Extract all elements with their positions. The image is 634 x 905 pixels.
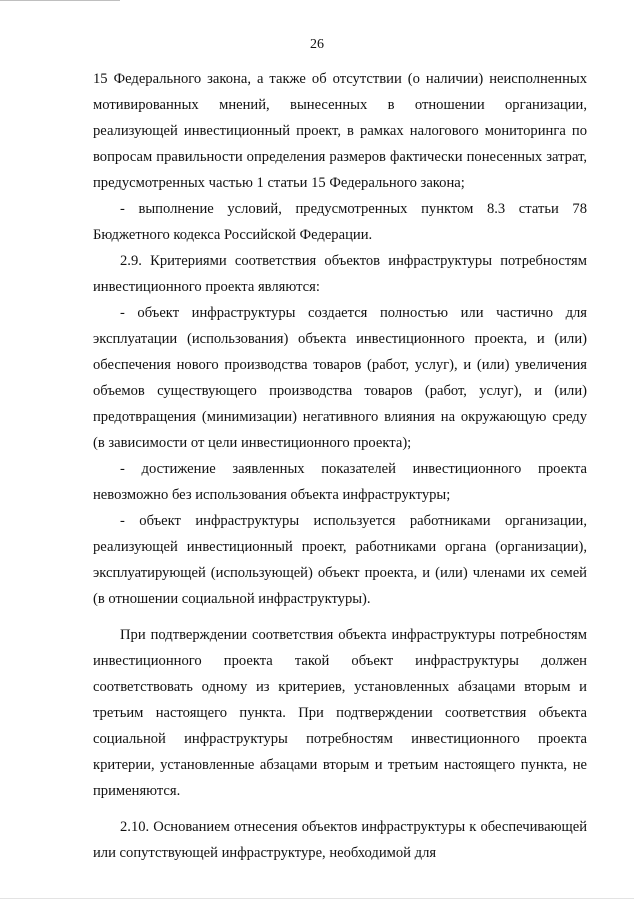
- paragraph: 2.9. Критериями соответствия объектов инфраструктуры потребностям инвестиционного проекта являются:: [93, 253, 587, 295]
- paragraph: При подтверждении соответствия объекта инфраструктуры потребностям инвестиционного проекта такой объект инфраструктуры должен соответствовать одному из критериев, установленных абзацами вторым и третьим настоящего пункта. При подтверждении соответствия объекта социальной инфраструктуры потребностям инвестиционного проекта критерии, установленные абзацами вторым и третьим настоящего пункта, не применяются.: [93, 627, 587, 799]
- page-number: 26: [310, 37, 324, 52]
- paragraph: 15 Федерального закона, а также об отсутствии (о наличии) неисполненных мотивированных мнений, вынесенных в отношении организации, реализующей инвестиционный проект, в рамках налогового мониторинга по вопросам правильности определения размеров фактически понесенных затрат, предусмотренных частью 1 статьи 15 Федерального закона;: [93, 71, 587, 191]
- paragraph: - достижение заявленных показателей инвестиционного проекта невозможно без использования объекта инфраструктуры;: [93, 461, 587, 503]
- paragraph: - выполнение условий, предусмотренных пунктом 8.3 статьи 78 Бюджетного кодекса Российской Федерации.: [93, 201, 587, 243]
- paragraph: - объект инфраструктуры используется работниками организации, реализующей инвестиционный проект, работниками органа (организации), эксплуатирующей (использующей) объект проекта, и (или) членами их семей (в отношении социальной инфраструктуры).: [93, 513, 587, 607]
- paragraph: 2.10. Основанием отнесения объектов инфраструктуры к обеспечивающей или сопутствующей инфраструктуре, необходимой для: [93, 819, 587, 861]
- scan-edge-mark: [0, 898, 634, 899]
- paragraph: - объект инфраструктуры создается полностью или частично для эксплуатации (использования) объекта инвестиционного проекта, и (или) обеспечения нового производства товаров (работ, услуг), и (или) увеличения объемов существующего производства товаров (работ, услуг), и (или) предотвращения (минимизации) негативного влияния на окружающую среду (в зависимости от цели инвестиционного проекта);: [93, 305, 587, 451]
- scan-edge-mark: [0, 0, 120, 1]
- document-body: [93, 66, 587, 866]
